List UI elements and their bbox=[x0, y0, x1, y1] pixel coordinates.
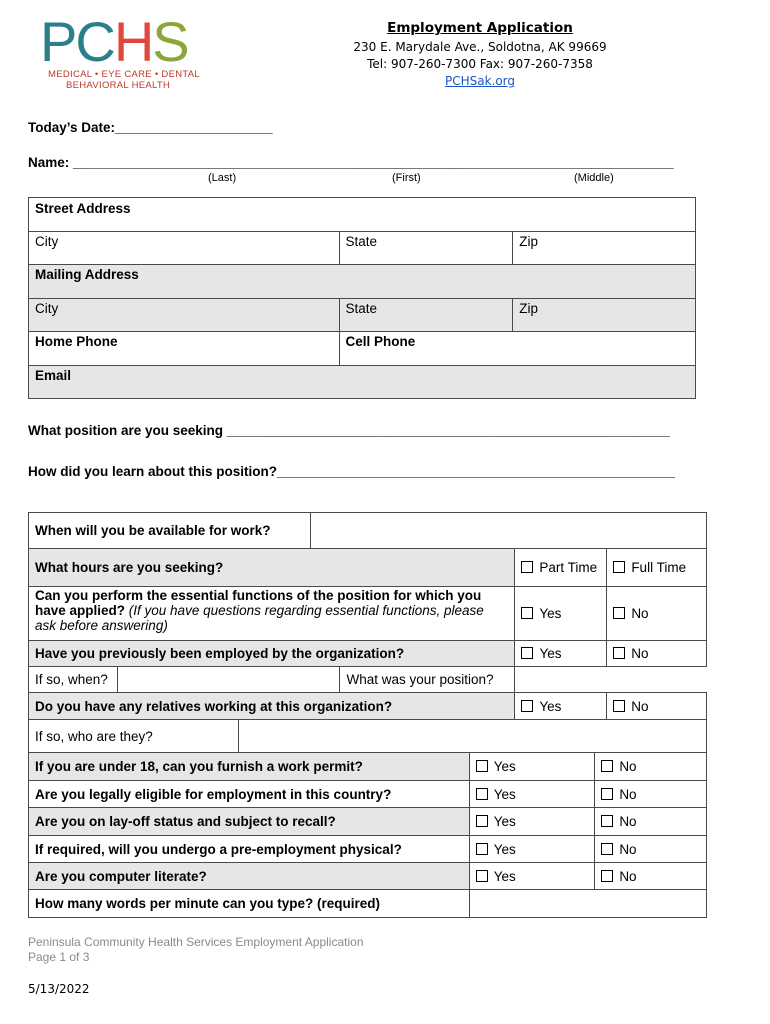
footer-date: 5/13/2022 bbox=[28, 982, 90, 996]
name-field[interactable]: Name: ________________________________________________________________________________ bbox=[28, 155, 674, 170]
wpm-question: How many words per minute can you type? (required) bbox=[29, 890, 470, 918]
availability-table bbox=[28, 512, 707, 641]
essential-line-2: have applied? bbox=[35, 603, 126, 618]
checkbox-icon[interactable] bbox=[521, 647, 533, 659]
checkbox-icon[interactable] bbox=[601, 760, 613, 772]
checkbox-icon[interactable] bbox=[601, 815, 613, 827]
physical-no-option[interactable] bbox=[595, 836, 707, 863]
org-address: 230 E. Marydale Ave., Soldotna, AK 99669 bbox=[353, 40, 607, 54]
no-label: No bbox=[619, 841, 637, 857]
no-label: No bbox=[631, 646, 649, 661]
no-label: No bbox=[631, 606, 649, 621]
if-when-answer-cell[interactable] bbox=[117, 667, 340, 693]
checkbox-icon[interactable] bbox=[521, 700, 533, 712]
logo-letter-s: S bbox=[152, 10, 188, 73]
blank-cell bbox=[515, 667, 707, 693]
essential-no-option[interactable] bbox=[607, 587, 707, 641]
no-label: No bbox=[619, 786, 637, 802]
hours-blank bbox=[310, 549, 514, 587]
eligibility-table bbox=[28, 752, 707, 918]
checkbox-icon[interactable] bbox=[601, 870, 613, 882]
full-time-option[interactable] bbox=[607, 549, 707, 587]
checkbox-icon[interactable] bbox=[476, 815, 488, 827]
yes-label: Yes bbox=[539, 698, 562, 714]
form-title: Employment Application bbox=[387, 20, 573, 36]
mailing-address-cell[interactable]: Mailing Address bbox=[29, 265, 696, 299]
relatives-question: Do you have any relatives working at this organization? bbox=[29, 693, 515, 720]
relatives-no-option[interactable] bbox=[607, 693, 707, 720]
mailing-state-cell[interactable]: State bbox=[339, 299, 513, 332]
eligible-no-option[interactable] bbox=[595, 781, 707, 808]
logo-letter-h: H bbox=[113, 10, 153, 73]
zip-cell[interactable]: Zip bbox=[513, 232, 696, 265]
no-label: No bbox=[631, 698, 649, 714]
org-phones: Tel: 907-260-7300 Fax: 907-260-7358 bbox=[367, 57, 593, 71]
email-cell[interactable]: Email bbox=[29, 366, 696, 399]
checkbox-icon[interactable] bbox=[613, 700, 625, 712]
yes-label: Yes bbox=[493, 786, 516, 802]
layoff-no-option[interactable] bbox=[595, 808, 707, 836]
available-question: When will you be available for work? bbox=[29, 513, 311, 549]
layoff-yes-option[interactable] bbox=[469, 808, 595, 836]
checkbox-icon[interactable] bbox=[476, 760, 488, 772]
checkbox-icon[interactable] bbox=[476, 870, 488, 882]
org-website-link[interactable]: PCHSak.org bbox=[444, 74, 516, 88]
computer-yes-option[interactable] bbox=[469, 863, 595, 890]
relatives-table bbox=[28, 692, 707, 753]
checkbox-icon[interactable] bbox=[601, 843, 613, 855]
wpm-answer-cell[interactable] bbox=[469, 890, 706, 918]
yes-label: Yes bbox=[493, 841, 516, 857]
layoff-question: Are you on lay-off status and subject to recall? bbox=[29, 808, 470, 836]
yes-label: Yes bbox=[539, 646, 562, 661]
under-18-question: If you are under 18, can you furnish a work permit? bbox=[29, 753, 470, 781]
under-18-no-option[interactable] bbox=[595, 753, 707, 781]
position-field[interactable]: What position are you seeking ___________________________________________________________ bbox=[28, 423, 670, 438]
footer-org: Peninsula Community Health Services Employment Application bbox=[28, 935, 364, 949]
checkbox-icon[interactable] bbox=[521, 561, 533, 573]
relatives-who-answer-cell[interactable] bbox=[238, 720, 706, 753]
essential-italic: (If you have questions regarding essential functions, please bbox=[125, 603, 484, 618]
relatives-who-label: If so, who are they? bbox=[29, 720, 239, 753]
checkbox-icon[interactable] bbox=[613, 561, 625, 573]
state-cell[interactable]: State bbox=[339, 232, 513, 265]
eligible-question: Are you legally eligible for employment in this country? bbox=[29, 781, 470, 808]
full-time-label: Full Time bbox=[631, 560, 687, 575]
physical-question: If required, will you undergo a pre-employment physical? bbox=[29, 836, 470, 863]
previously-no-option[interactable] bbox=[607, 641, 707, 667]
logo-tagline-2: BEHAVIORAL HEALTH bbox=[66, 80, 171, 91]
previously-yes-option[interactable] bbox=[515, 641, 607, 667]
essential-functions-question bbox=[29, 587, 515, 641]
available-answer-cell[interactable] bbox=[310, 513, 706, 549]
yes-label: Yes bbox=[493, 759, 516, 774]
part-time-label: Part Time bbox=[539, 560, 598, 575]
name-first-label: (First) bbox=[392, 172, 421, 184]
yes-label: Yes bbox=[539, 606, 562, 621]
pchs-logo bbox=[40, 12, 188, 72]
mailing-zip-cell[interactable]: Zip bbox=[513, 299, 696, 332]
checkbox-icon[interactable] bbox=[613, 607, 625, 619]
cell-phone-cell[interactable]: Cell Phone bbox=[339, 332, 695, 366]
essential-line-1: Can you perform the essential functions of the position for which you bbox=[35, 588, 482, 603]
address-table bbox=[28, 197, 696, 399]
yes-label: Yes bbox=[493, 868, 516, 884]
yes-label: Yes bbox=[493, 814, 516, 829]
logo-letter-c: C bbox=[75, 10, 114, 73]
no-label: No bbox=[619, 814, 637, 829]
logo-letter-p: P bbox=[40, 10, 76, 73]
prior-employment-table bbox=[28, 640, 707, 693]
checkbox-icon[interactable] bbox=[521, 607, 533, 619]
checkbox-icon[interactable] bbox=[476, 843, 488, 855]
street-address-cell[interactable]: Street Address bbox=[29, 198, 696, 232]
physical-yes-option[interactable] bbox=[469, 836, 595, 863]
checkbox-icon[interactable] bbox=[476, 788, 488, 800]
hours-question: What hours are you seeking? bbox=[29, 549, 311, 587]
checkbox-icon[interactable] bbox=[601, 788, 613, 800]
eligible-yes-option[interactable] bbox=[469, 781, 595, 808]
mailing-city-cell[interactable]: City bbox=[29, 299, 340, 332]
no-label: No bbox=[619, 759, 637, 774]
city-cell[interactable]: City bbox=[29, 232, 340, 265]
computer-no-option[interactable] bbox=[595, 863, 707, 890]
learn-field[interactable]: How did you learn about this position?_____________________________________________________ bbox=[28, 464, 675, 479]
if-when-label: If so, when? bbox=[29, 667, 118, 693]
todays-date-field[interactable]: Today’s Date:_____________________ bbox=[28, 120, 273, 135]
what-position-label[interactable]: What was your position? bbox=[340, 667, 515, 693]
checkbox-icon[interactable] bbox=[613, 647, 625, 659]
under-18-yes-option[interactable] bbox=[469, 753, 595, 781]
previously-employed-question: Have you previously been employed by the organization? bbox=[29, 641, 515, 667]
essential-yes-option[interactable] bbox=[515, 587, 607, 641]
computer-question: Are you computer literate? bbox=[29, 863, 470, 890]
name-middle-label: (Middle) bbox=[574, 172, 614, 184]
essential-line-3: ask before answering) bbox=[35, 618, 168, 633]
logo-tagline-1: MEDICAL • EYE CARE • DENTAL bbox=[48, 69, 201, 80]
footer-page: Page 1 of 3 bbox=[28, 950, 90, 964]
no-label: No bbox=[619, 868, 637, 884]
home-phone-cell[interactable]: Home Phone bbox=[29, 332, 340, 366]
relatives-yes-option[interactable] bbox=[515, 693, 607, 720]
name-last-label: (Last) bbox=[208, 172, 237, 184]
part-time-option[interactable] bbox=[515, 549, 607, 587]
